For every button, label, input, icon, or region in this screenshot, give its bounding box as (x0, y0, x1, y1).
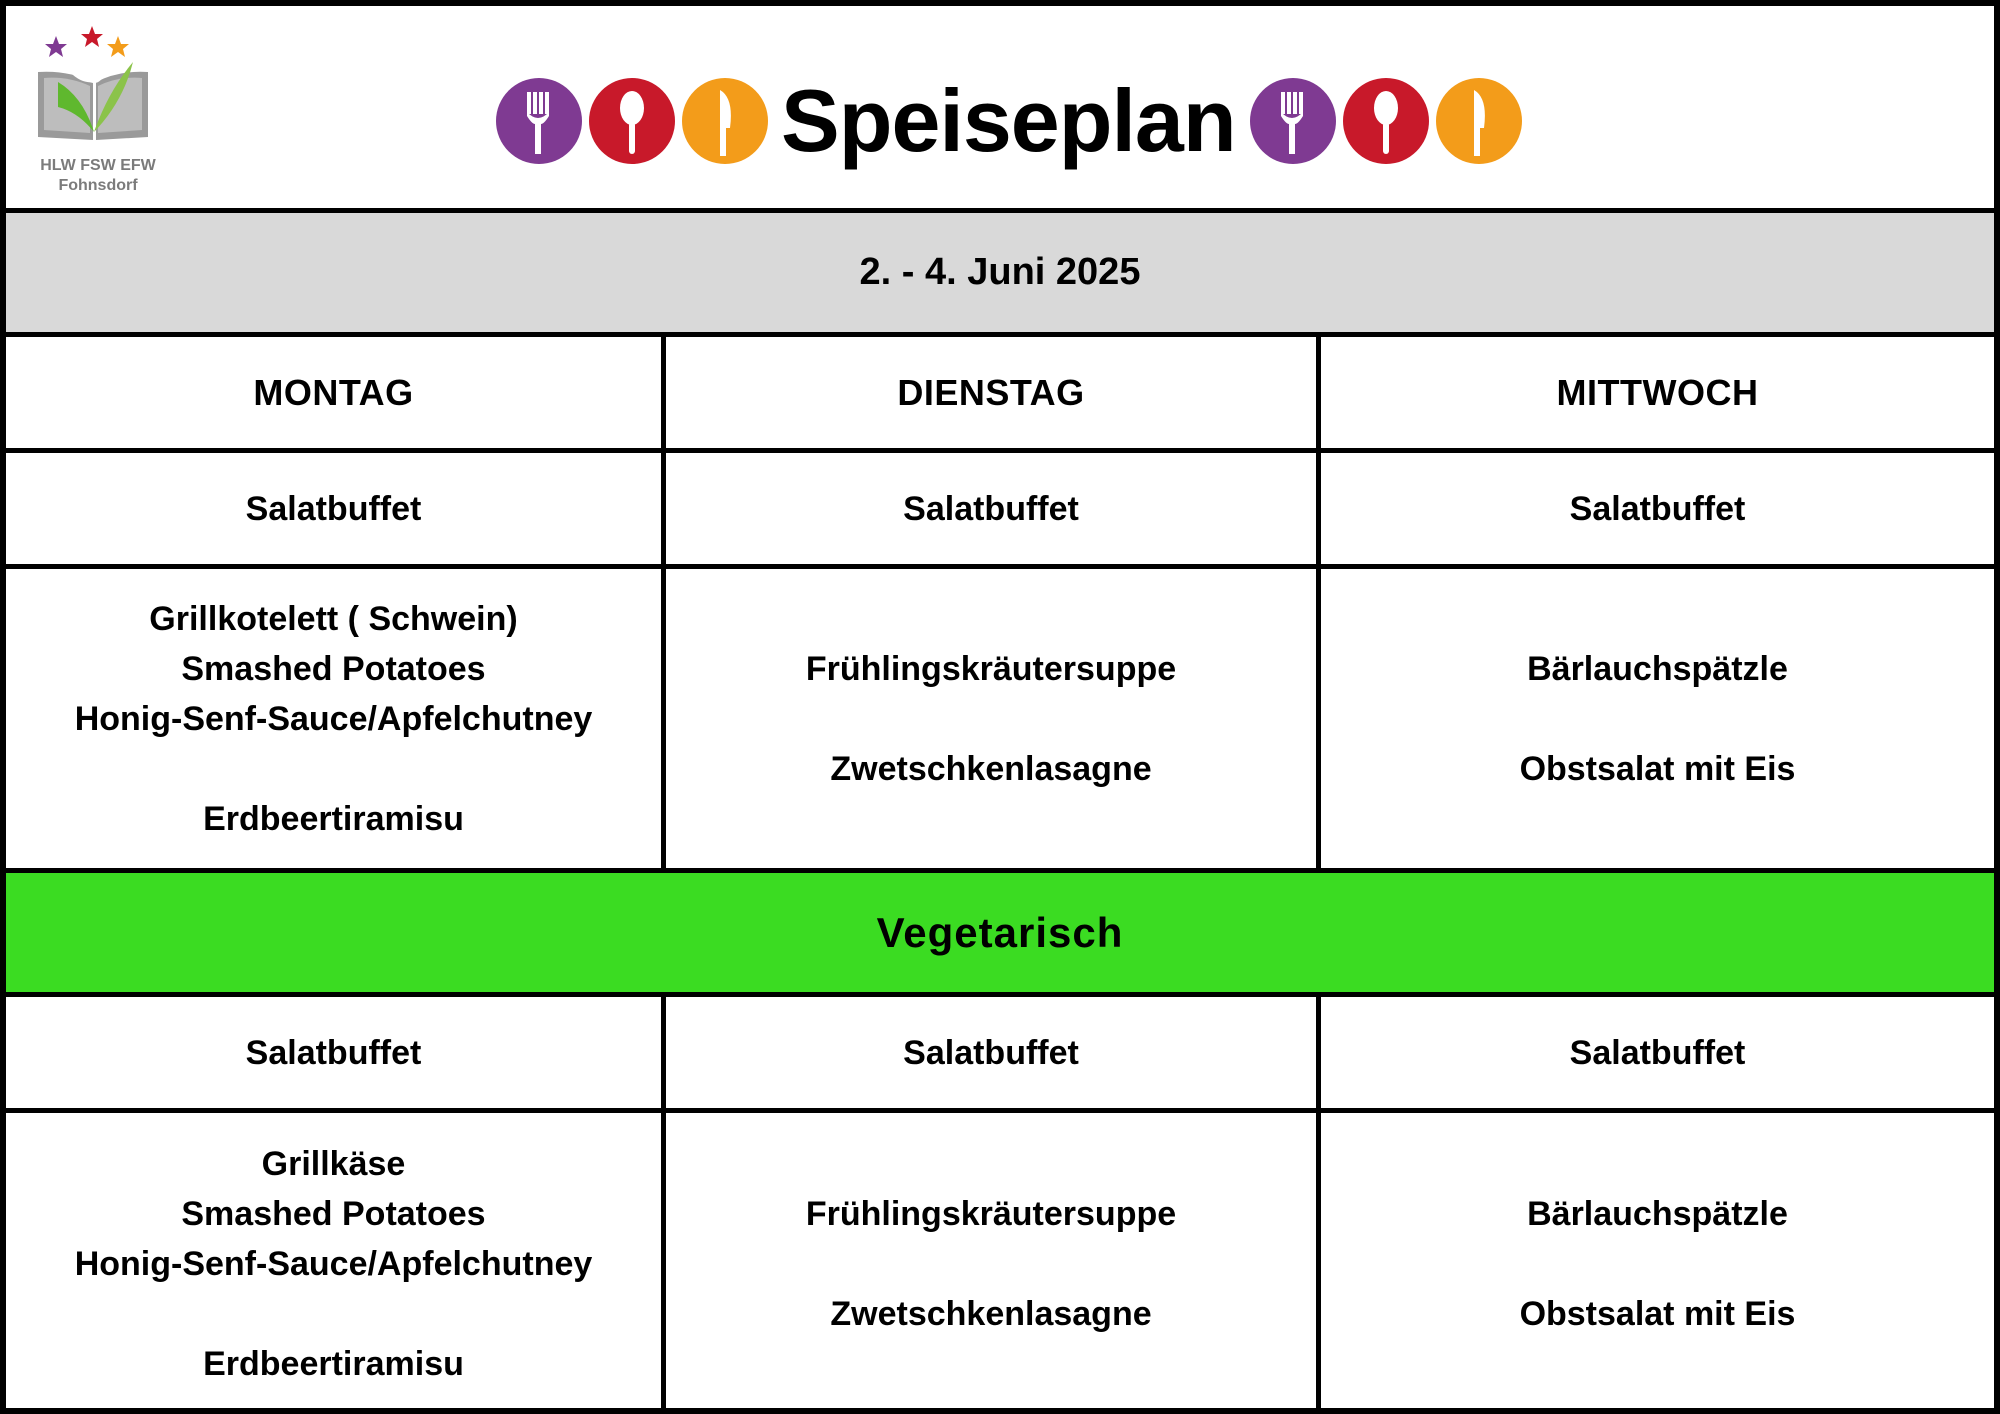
book-logo-icon (28, 22, 168, 152)
fork-icon (496, 78, 582, 164)
menu-line (806, 1239, 1176, 1289)
menu-line: Frühlingskräutersuppe (805, 1194, 1177, 1233)
day-header-row (6, 337, 1994, 453)
menu-line (75, 744, 593, 794)
salad-monday: Salatbuffet (245, 489, 422, 528)
knife-icon (682, 78, 768, 164)
menu-line (75, 1289, 593, 1339)
veg-menu-tuesday (661, 1113, 1316, 1414)
menu-line: Bärlauchspätzle (1527, 649, 1788, 688)
school-logo (28, 22, 168, 202)
menu-line: Erdbeertiramisu (203, 799, 464, 838)
header (6, 6, 1994, 213)
veg-salad-tuesday: Salatbuffet (661, 997, 1316, 1108)
veg-menu-row (6, 1113, 1994, 1414)
spoon-icon (589, 78, 675, 164)
menu-line: Zwetschkenlasagne (830, 1294, 1152, 1333)
day-wednesday: MITTWOCH (1316, 337, 1994, 448)
knife-icon (1436, 78, 1522, 164)
day-monday: MONTAG (253, 371, 414, 413)
salad-row (6, 453, 1994, 569)
menu-line: Bärlauchspätzle (1527, 1194, 1788, 1233)
menu-row (6, 569, 1994, 873)
date-range: 2. - 4. Juni 2025 (859, 251, 1141, 293)
menu-wednesday (1316, 569, 1994, 868)
menu-line: Smashed Potatoes (181, 649, 486, 688)
menu-line: Frühlingskräutersuppe (805, 649, 1177, 688)
logo-text-line1: HLW FSW EFW (40, 157, 156, 174)
menu-line (1520, 1239, 1796, 1289)
menu-line: Grillkotelett ( Schwein) (149, 599, 518, 638)
title-row (496, 61, 1529, 181)
fork-icon (1250, 78, 1336, 164)
menu-line: Smashed Potatoes (181, 1194, 486, 1233)
salad-wednesday: Salatbuffet (1316, 453, 1994, 564)
menu-line (1520, 694, 1796, 744)
veg-menu-monday (6, 1113, 661, 1414)
day-tuesday: DIENSTAG (661, 337, 1316, 448)
menu-monday (6, 569, 661, 868)
menu-line: Erdbeertiramisu (203, 1344, 464, 1383)
veg-menu-wednesday (1316, 1113, 1994, 1414)
menu-line: Zwetschkenlasagne (830, 749, 1152, 788)
date-range-band (6, 213, 1994, 337)
veg-salad-monday: Salatbuffet (245, 1033, 422, 1072)
menu-tuesday (661, 569, 1316, 868)
menu-line: Grillkäse (261, 1144, 406, 1183)
vegetarian-label: Vegetarisch (876, 908, 1124, 956)
menu-line: Honig-Senf-Sauce/Apfelchutney (74, 1244, 593, 1283)
veg-salad-wednesday: Salatbuffet (1316, 997, 1994, 1108)
vegetarian-band (6, 873, 1994, 997)
menu-line: Obstsalat mit Eis (1519, 749, 1796, 788)
logo-text-line2: Fohnsdorf (58, 177, 138, 194)
page-title: Speiseplan (781, 71, 1236, 170)
menu-line: Obstsalat mit Eis (1519, 1294, 1796, 1333)
spoon-icon (1343, 78, 1429, 164)
veg-salad-row (6, 997, 1994, 1113)
menu-line (806, 694, 1176, 744)
menu-line: Honig-Senf-Sauce/Apfelchutney (74, 699, 593, 738)
salad-tuesday: Salatbuffet (661, 453, 1316, 564)
